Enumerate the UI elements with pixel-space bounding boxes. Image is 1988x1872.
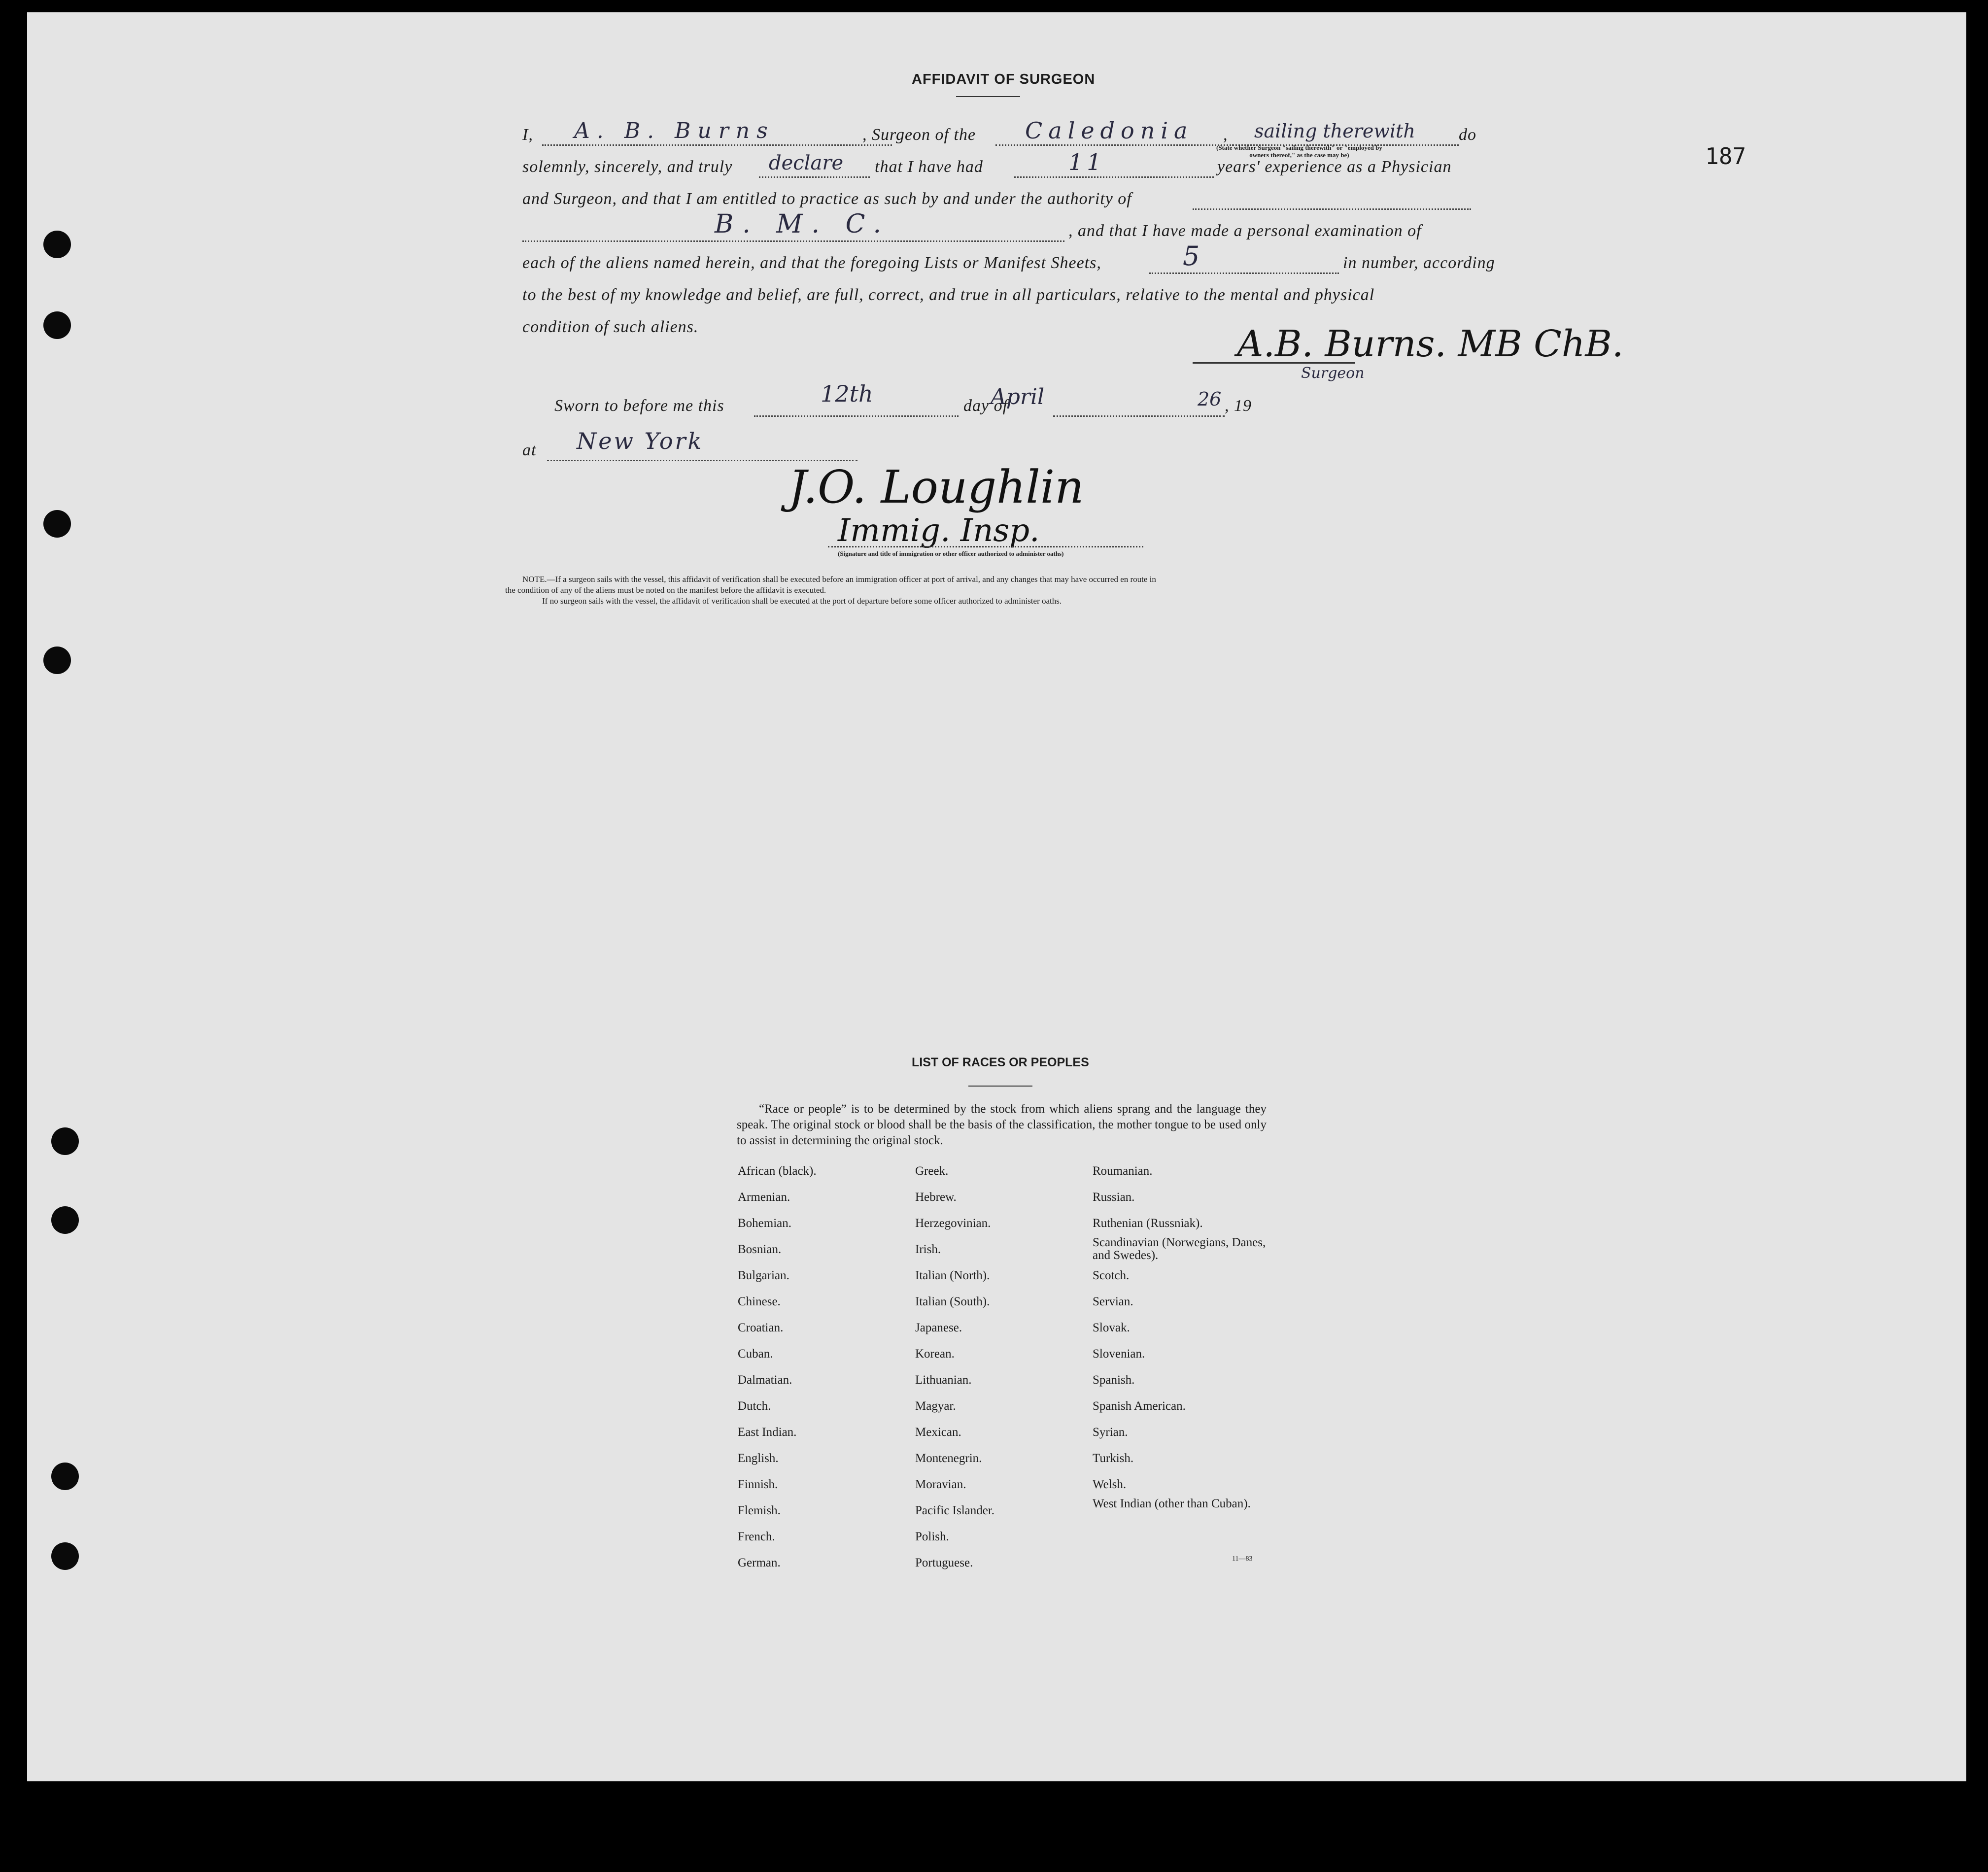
affidavit-line-5: each of the aliens named herein, and that the foregoing Lists or Manifest Sheets, in number, according — [522, 254, 1478, 278]
race-item: Dalmatian. — [738, 1373, 792, 1387]
affidavit-line-4: , and that I have made a personal examination of — [522, 222, 1478, 246]
race-item: Chinese. — [738, 1295, 781, 1308]
race-item: Roumanian. — [1093, 1164, 1153, 1178]
races-column-3 — [1093, 1158, 1280, 1524]
declare-handwritten: declare — [769, 152, 844, 174]
race-item: Slovak. — [1093, 1321, 1130, 1334]
race-item: Italian (North). — [915, 1269, 990, 1282]
race-item: Korean. — [915, 1347, 955, 1361]
race-item: East Indian. — [738, 1426, 797, 1439]
race-item: West Indian (other than Cuban). — [1093, 1497, 1251, 1510]
authority-field-top — [1193, 190, 1471, 210]
title-rule — [956, 96, 1020, 97]
place-line: at — [522, 441, 867, 466]
race-item: Montenegrin. — [915, 1452, 982, 1465]
race-item: Magyar. — [915, 1399, 956, 1413]
race-item: Scotch. — [1093, 1269, 1130, 1282]
officer-caption: (Signature and title of immigration or other officer authorized to administer oaths) — [838, 550, 1064, 557]
race-item: Flemish. — [738, 1504, 781, 1517]
officer-title: Immig. Insp. — [838, 512, 1040, 549]
race-item: Scandinavian (Norwegians, Danes, and Swedes). — [1093, 1236, 1266, 1262]
race-item: Russian. — [1093, 1191, 1135, 1204]
surgeon-signature: A.B. Burns. MB ChB. — [1237, 323, 1624, 365]
punch-hole — [51, 1127, 79, 1155]
affidavit-title: AFFIDAVIT OF SURGEON — [912, 71, 1096, 87]
affidavit-line-7: condition of such aliens. — [522, 318, 699, 336]
race-item: Japanese. — [915, 1321, 962, 1334]
ship-name-handwritten: Caledonia — [1025, 117, 1194, 144]
punch-hole — [43, 231, 71, 258]
race-item: Spanish American. — [1093, 1399, 1186, 1413]
race-item: Polish. — [915, 1530, 949, 1543]
race-item: Bosnian. — [738, 1243, 782, 1256]
sheets-handwritten: 5 — [1183, 240, 1200, 272]
form-code: 11—83 — [1232, 1555, 1253, 1563]
surgeon-signature-title: Surgeon — [1301, 365, 1365, 382]
race-item: Hebrew. — [915, 1191, 957, 1204]
races-column-1 — [738, 1158, 895, 1576]
race-item: Irish. — [915, 1243, 941, 1256]
race-item: Bohemian. — [738, 1217, 792, 1230]
sheets-field — [1149, 254, 1339, 274]
race-item: French. — [738, 1530, 775, 1543]
place-handwritten: New York — [577, 428, 704, 454]
years-field — [1014, 158, 1214, 178]
authority-handwritten: B. M. C. — [715, 209, 891, 239]
race-item: Syrian. — [1093, 1426, 1128, 1439]
races-column-2 — [915, 1158, 1073, 1576]
race-item: Welsh. — [1093, 1478, 1127, 1491]
races-title-rule — [968, 1086, 1032, 1087]
race-item: Lithuanian. — [915, 1373, 972, 1387]
race-item: Dutch. — [738, 1399, 771, 1413]
race-item: Greek. — [915, 1164, 949, 1178]
surgeon-status-note: (State whether Surgeon "sailing therewith" or "employed by owners thereof," as the case may be) — [1216, 144, 1382, 159]
punch-hole — [43, 647, 71, 674]
race-item: Mexican. — [915, 1426, 961, 1439]
race-item: Croatian. — [738, 1321, 784, 1334]
affidavit-line-2: solemnly, sincerely, and truly that I have had years' experience as a Physician — [522, 158, 1478, 182]
races-title: LIST OF RACES OR PEOPLES — [912, 1055, 1089, 1069]
punch-hole — [51, 1206, 79, 1234]
races-intro: “Race or people” is to be determined by the stock from which aliens sprang and the language they speak. The original stock or blood shall be the basis of the classification, the mother tongue to be used only to assist in determining the original stock. — [737, 1102, 1267, 1147]
month-handwritten: April — [991, 384, 1045, 409]
race-item: Spanish. — [1093, 1373, 1135, 1387]
sailing-handwritten: sailing therewith — [1254, 120, 1415, 142]
race-item: Italian (South). — [915, 1295, 990, 1308]
punch-hole — [43, 311, 71, 339]
years-handwritten: 11 — [1068, 149, 1105, 175]
race-item: Herzegovinian. — [915, 1217, 991, 1230]
race-item: Moravian. — [915, 1478, 966, 1491]
race-item: English. — [738, 1452, 779, 1465]
race-item: Servian. — [1093, 1295, 1133, 1308]
race-item: Slovenian. — [1093, 1347, 1145, 1361]
race-item: Bulgarian. — [738, 1269, 789, 1282]
race-item: Pacific Islander. — [915, 1504, 995, 1517]
race-item: Turkish. — [1093, 1452, 1134, 1465]
affidavit-line-6: to the best of my knowledge and belief, are full, correct, and true in all particulars, relative to the mental and physical — [522, 286, 1375, 304]
race-item: German. — [738, 1556, 781, 1569]
race-item: Ruthenian (Russniak). — [1093, 1217, 1203, 1230]
race-item: African (black). — [738, 1164, 817, 1178]
year-handwritten: 26 — [1198, 388, 1222, 410]
affidavit-line-3: and Surgeon, and that I am entitled to practice as such by and under the authority of — [522, 190, 1478, 214]
race-item: Armenian. — [738, 1191, 790, 1204]
punch-hole — [51, 1542, 79, 1570]
sworn-line: Sworn to before me this day of , 19 — [554, 397, 1244, 421]
race-item: Finnish. — [738, 1478, 778, 1491]
punch-hole — [51, 1463, 79, 1490]
officer-signature: J.O. Loughlin — [788, 461, 1084, 513]
race-item: Cuban. — [738, 1347, 773, 1361]
officer-signature-line — [828, 546, 1143, 547]
page-number: 187 — [1705, 143, 1747, 170]
affidavit-note: NOTE.—If a surgeon sails with the vessel, this affidavit of verification shall be executed before an immigration officer at port of arrival, and any changes that may have occurred en route in the condition of any of the aliens must be noted on the manifest before the affidavit is executed. If no surgeon sails with the vessel, the affidavit of verification shall be executed at the port of departure before some officer authorized to administer oaths. — [505, 575, 1156, 606]
day-handwritten: 12th — [821, 380, 873, 407]
race-item: Portuguese. — [915, 1556, 973, 1569]
surgeon-name-handwritten: A. B. Burns — [574, 118, 775, 143]
affidavit-line-1: I, , Surgeon of the , do — [522, 126, 1478, 150]
punch-hole — [43, 510, 71, 538]
